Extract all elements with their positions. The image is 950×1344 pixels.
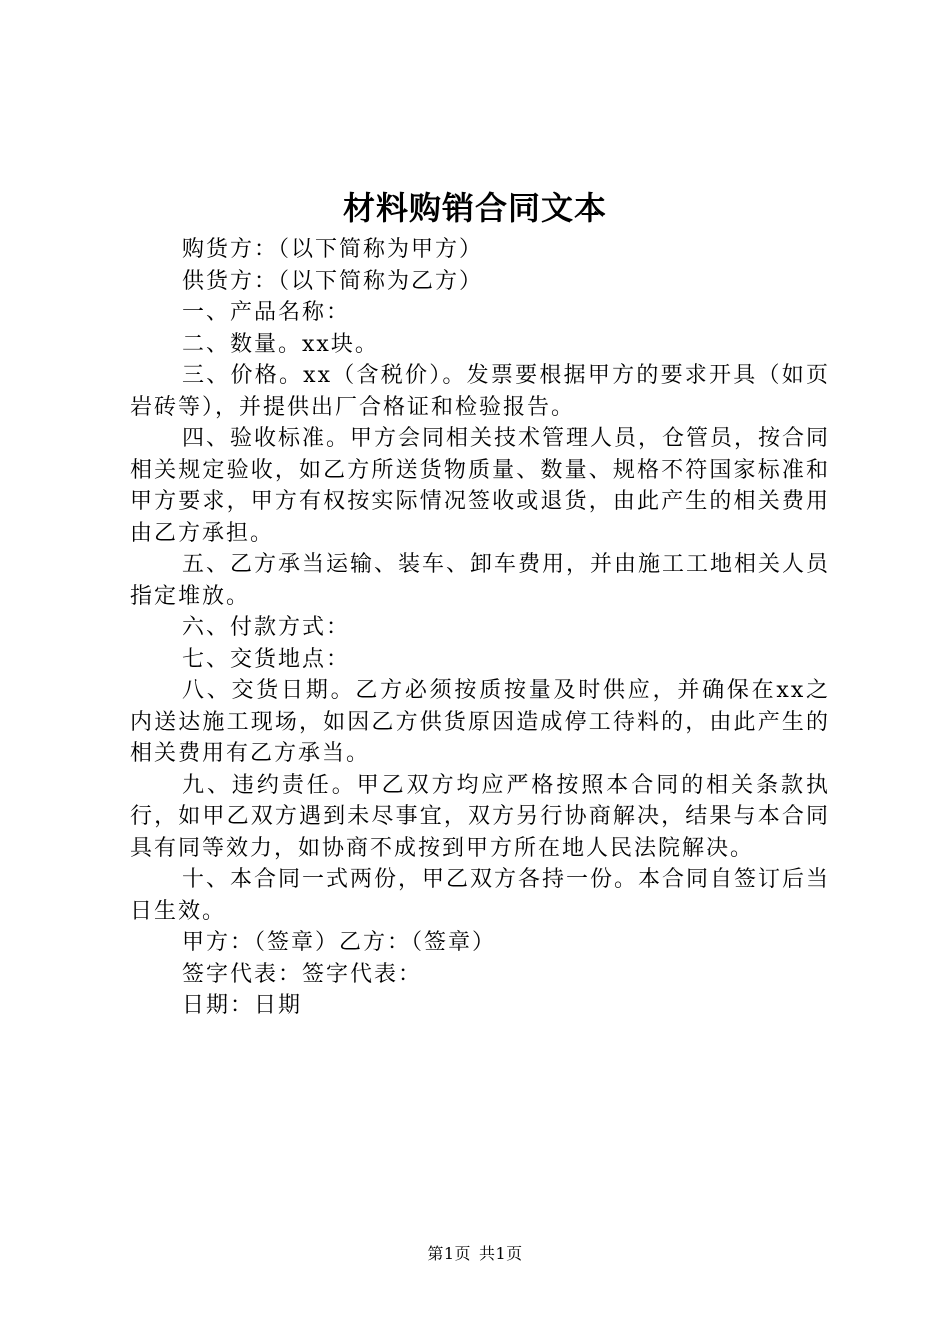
page-footer [0, 1243, 950, 1265]
paragraph-price: 三、价格。xx（含税价）。发票要根据甲方的要求开具（如页岩砖等），并提供出厂合格证和检验报告。 [130, 363, 830, 420]
paragraph-payment: 六、付款方式： [182, 615, 351, 640]
paragraph-delivery-date: 八、交货日期。乙方必须按质按量及时供应，并确保在xx之内送达施工现场，如因乙方供货原因造成停工待料的，由此产生的相关费用有乙方承当。 [130, 678, 830, 766]
paragraph-quantity: 二、数量。xx块。 [182, 331, 379, 357]
page-total: 共1页 [479, 1244, 523, 1263]
paragraph-supplier: 供货方：（以下简称为乙方） [182, 268, 484, 294]
paragraph-representatives: 签字代表：签字代表： [182, 961, 423, 987]
document-title: 材料购销合同文本 [342, 189, 607, 227]
paragraph-acceptance: 四、验收标准。甲方会同相关技术管理人员，仓管员，按合同相关规定验收，如乙方所送货物质量、数量、规格不符国家标准和甲方要求，甲方有权按实际情况签收或退货，由此产生的相关费用由乙方承担。 [130, 426, 831, 546]
paragraph-product-name: 一、产品名称： [182, 300, 351, 325]
paragraph-liability: 九、违约责任。甲乙双方均应严格按照本合同的相关条款执行，如甲乙双方遇到未尽事宜，双方另行协商解决，结果与本合同具有同等效力，如协商不成按到甲方所在地人民法院解决。 [130, 772, 830, 861]
paragraph-transport: 五、乙方承当运输、装车、卸车费用，并由施工工地相关人员指定堆放。 [130, 552, 831, 609]
page-number: 第1页 [427, 1244, 471, 1263]
paragraph-copies: 十、本合同一式两份，甲乙双方各持一份。本合同自签订后当日生效。 [130, 867, 831, 924]
paragraph-dates: 日期：日期 [182, 993, 303, 1018]
paragraph-delivery-place: 七、交货地点： [182, 646, 351, 672]
document-body [130, 234, 830, 1022]
paragraph-signatures: 甲方：（签章）乙方：（签章） [182, 930, 497, 955]
paragraph-buyer: 购货方：（以下简称为甲方） [182, 237, 484, 262]
